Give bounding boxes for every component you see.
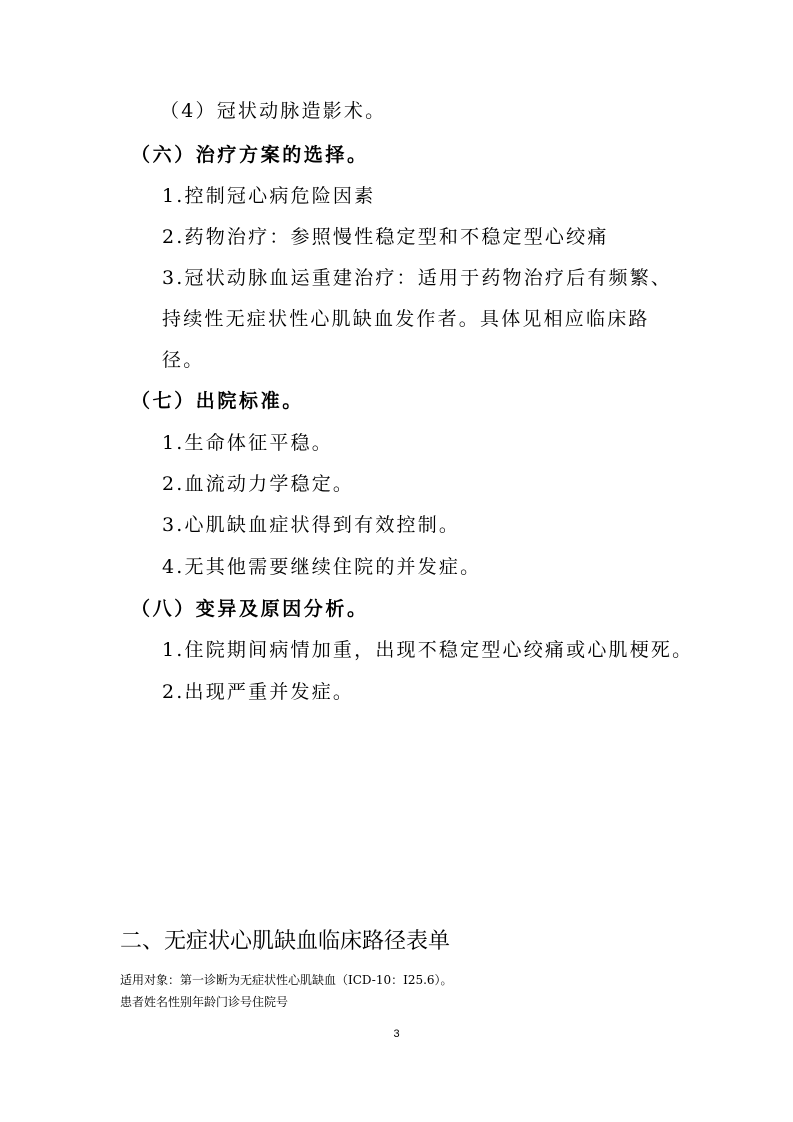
item-vital-signs: 1.生命体征平稳。	[162, 432, 333, 454]
heading-variation-analysis: （八）变异及原因分析。	[131, 598, 369, 620]
item-revascularization-cont-1: 持续性无症状性心肌缺血发作者。具体见相应临床路	[162, 308, 650, 330]
item-no-complications: 4.无其他需要继续住院的并发症。	[162, 556, 482, 578]
line-4-coronary-angiography: （4）冠状动脉造影术。	[160, 100, 387, 122]
heading-treatment-plan: （六）治疗方案的选择。	[131, 144, 369, 166]
item-revascularization-cont-2: 径。	[162, 349, 205, 371]
item-ischemia-controlled: 3.心肌缺血症状得到有效控制。	[162, 514, 461, 536]
heading-discharge-criteria: （七）出院标准。	[131, 390, 304, 412]
applicable-scope: 适用对象：第一诊断为无症状性心肌缺血（ICD-10：I25.6）。	[120, 973, 453, 987]
page-number: 3	[393, 1028, 400, 1040]
section-2-title: 二、无症状心肌缺血临床路径表单	[120, 929, 451, 954]
patient-info-fields: 患者姓名性别年龄门诊号住院号	[120, 995, 289, 1009]
item-hemodynamics: 2.血流动力学稳定。	[162, 473, 355, 495]
item-condition-worsens: 1.住院期间病情加重，出现不稳定型心绞痛或心肌梗死。	[162, 639, 694, 661]
item-revascularization: 3.冠状动脉血运重建治疗：适用于药物治疗后有频繁、	[162, 267, 673, 289]
item-serious-complications: 2.出现严重并发症。	[162, 681, 355, 703]
item-control-risk-factors: 1.控制冠心病危险因素	[162, 185, 376, 207]
item-drug-therapy: 2.药物治疗：参照慢性稳定型和不稳定型心绞痛	[162, 226, 609, 248]
